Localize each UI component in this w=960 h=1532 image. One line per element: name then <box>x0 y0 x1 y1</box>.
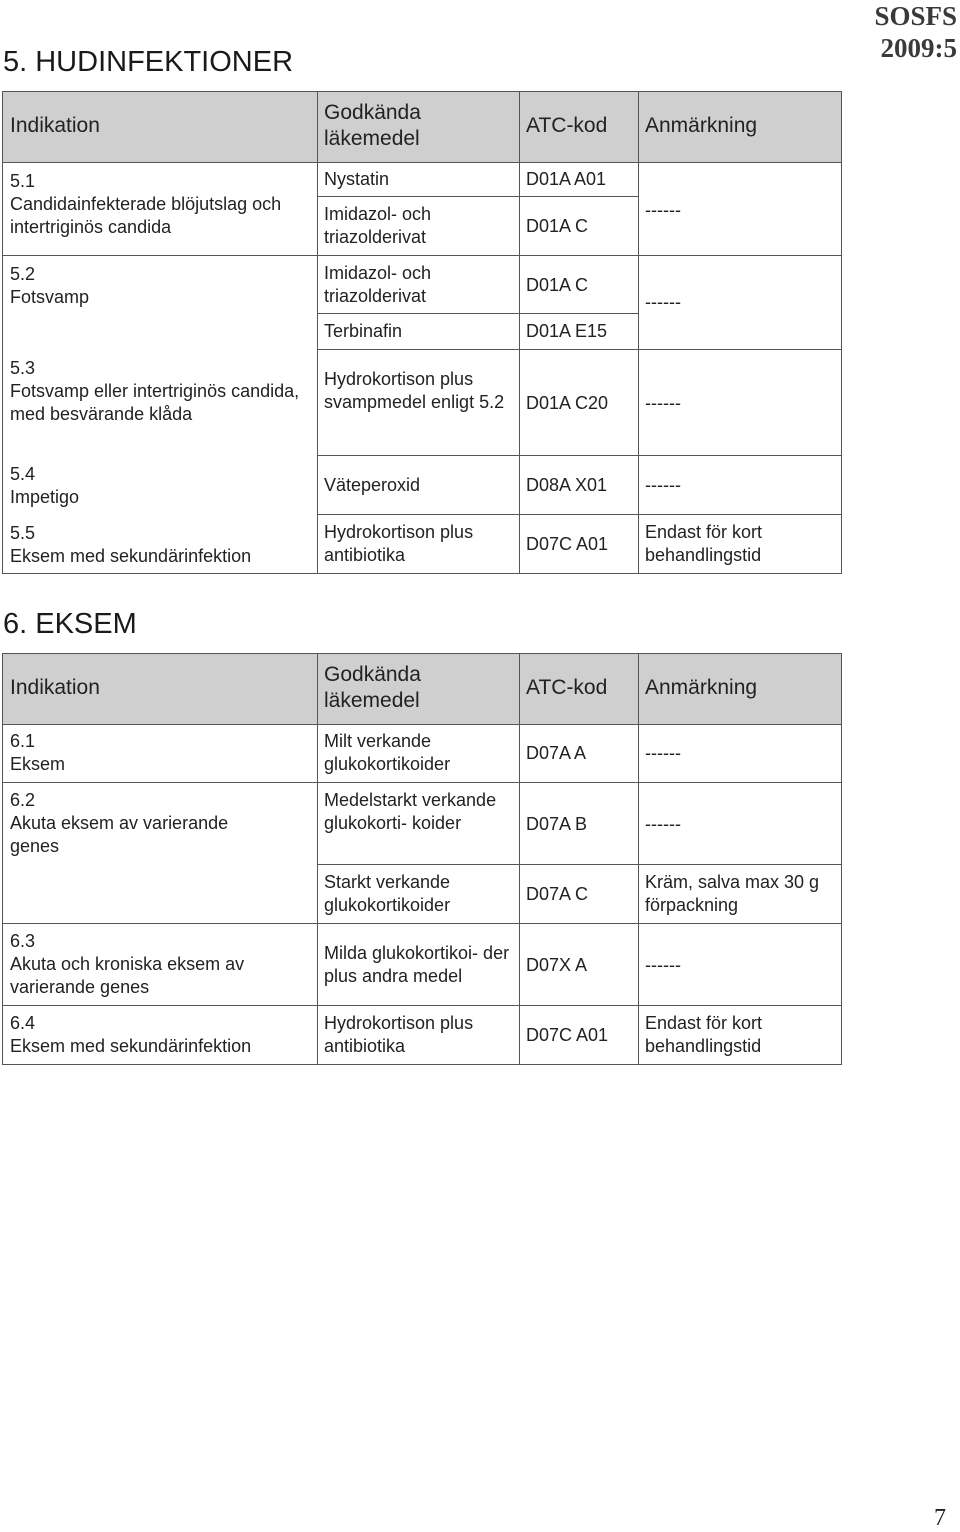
col-indikation: Indikation <box>10 676 100 699</box>
drug-name: Hydrokortison plus antibiotika <box>324 1013 474 1056</box>
remark: Endast för kort behandlingstid <box>645 1013 763 1056</box>
drug-name: Imidazol- och triazolderivat <box>324 263 432 306</box>
page-number: 7 <box>934 1505 946 1531</box>
remark: ------ <box>645 955 681 975</box>
drug-name: Imidazol- och triazolderivat <box>324 204 432 247</box>
col-lakemedel: Godkända läkemedel <box>324 663 421 712</box>
drug-atc: D01A E15 <box>526 321 608 341</box>
indication-6-2: 6.2 Akuta eksem av varierande genes <box>10 790 229 856</box>
remark: ------ <box>645 393 681 413</box>
drug-name: Starkt verkande glukokortikoider <box>324 872 451 915</box>
indication-6-4: 6.4 Eksem med sekundärinfektion <box>10 1013 252 1056</box>
drug-atc: D01A A01 <box>526 169 607 189</box>
drug-atc: D07A C <box>526 884 589 904</box>
remark: ------ <box>645 475 681 495</box>
drug-atc: D07C A01 <box>526 1025 609 1045</box>
drug-atc: D07A B <box>526 814 588 834</box>
drug-name: Nystatin <box>324 169 390 189</box>
drug-atc: D07A A <box>526 743 587 763</box>
col-anmarkning: Anmärkning <box>645 676 758 699</box>
drug-atc: D01A C <box>526 275 589 295</box>
indication-5-3: 5.3 Fotsvamp eller intertriginös candida, med besvärande klåda <box>10 358 300 424</box>
drug-name: Milda glukokortikoi- der plus andra medel <box>324 943 510 986</box>
section-5-title: 5. HUDINFEKTIONER <box>3 46 294 78</box>
remark: Kräm, salva max 30 g förpackning <box>645 872 820 915</box>
remark: ------ <box>645 743 681 763</box>
drug-name: Hydrokortison plus svampmedel enligt 5.2 <box>324 369 505 412</box>
col-atc: ATC-kod <box>526 676 608 699</box>
drug-atc: D01A C20 <box>526 393 609 413</box>
remark: ------ <box>645 814 681 834</box>
indication-5-4: 5.4 Impetigo <box>10 464 80 507</box>
drug-name: Milt verkande glukokortikoider <box>324 731 451 774</box>
indication-5-5: 5.5 Eksem med sekundärinfektion <box>10 523 252 566</box>
sosfs-number: 2009:5 <box>880 33 957 63</box>
remark: ------ <box>645 200 681 220</box>
col-atc: ATC-kod <box>526 114 608 137</box>
indication-6-1: 6.1 Eksem <box>10 731 66 774</box>
section-6-title: 6. EKSEM <box>3 608 137 640</box>
remark: Endast för kort behandlingstid <box>645 522 763 565</box>
indication-6-3: 6.3 Akuta och kroniska eksem av varierande genes <box>10 931 245 997</box>
indication-5-1: 5.1 Candidainfekterade blöjutslag och intertriginös candida <box>10 171 282 237</box>
drug-name: Väteperoxid <box>324 475 421 495</box>
col-indikation: Indikation <box>10 114 100 137</box>
sosfs-label: SOSFS <box>874 1 957 31</box>
section-5-table <box>2 91 842 574</box>
section-6-table <box>2 653 842 1065</box>
drug-name: Terbinafin <box>324 321 403 341</box>
drug-name: Hydrokortison plus antibiotika <box>324 522 474 565</box>
col-anmarkning: Anmärkning <box>645 114 758 137</box>
col-lakemedel: Godkända läkemedel <box>324 101 421 150</box>
drug-atc: D01A C <box>526 216 589 236</box>
drug-name: Medelstarkt verkande glukokorti- koider <box>324 790 497 833</box>
remark: ------ <box>645 292 681 312</box>
drug-atc: D07C A01 <box>526 534 609 554</box>
indication-5-2: 5.2 Fotsvamp <box>10 264 90 307</box>
drug-atc: D07X A <box>526 955 588 975</box>
document-code <box>874 0 957 64</box>
drug-atc: D08A X01 <box>526 475 608 495</box>
